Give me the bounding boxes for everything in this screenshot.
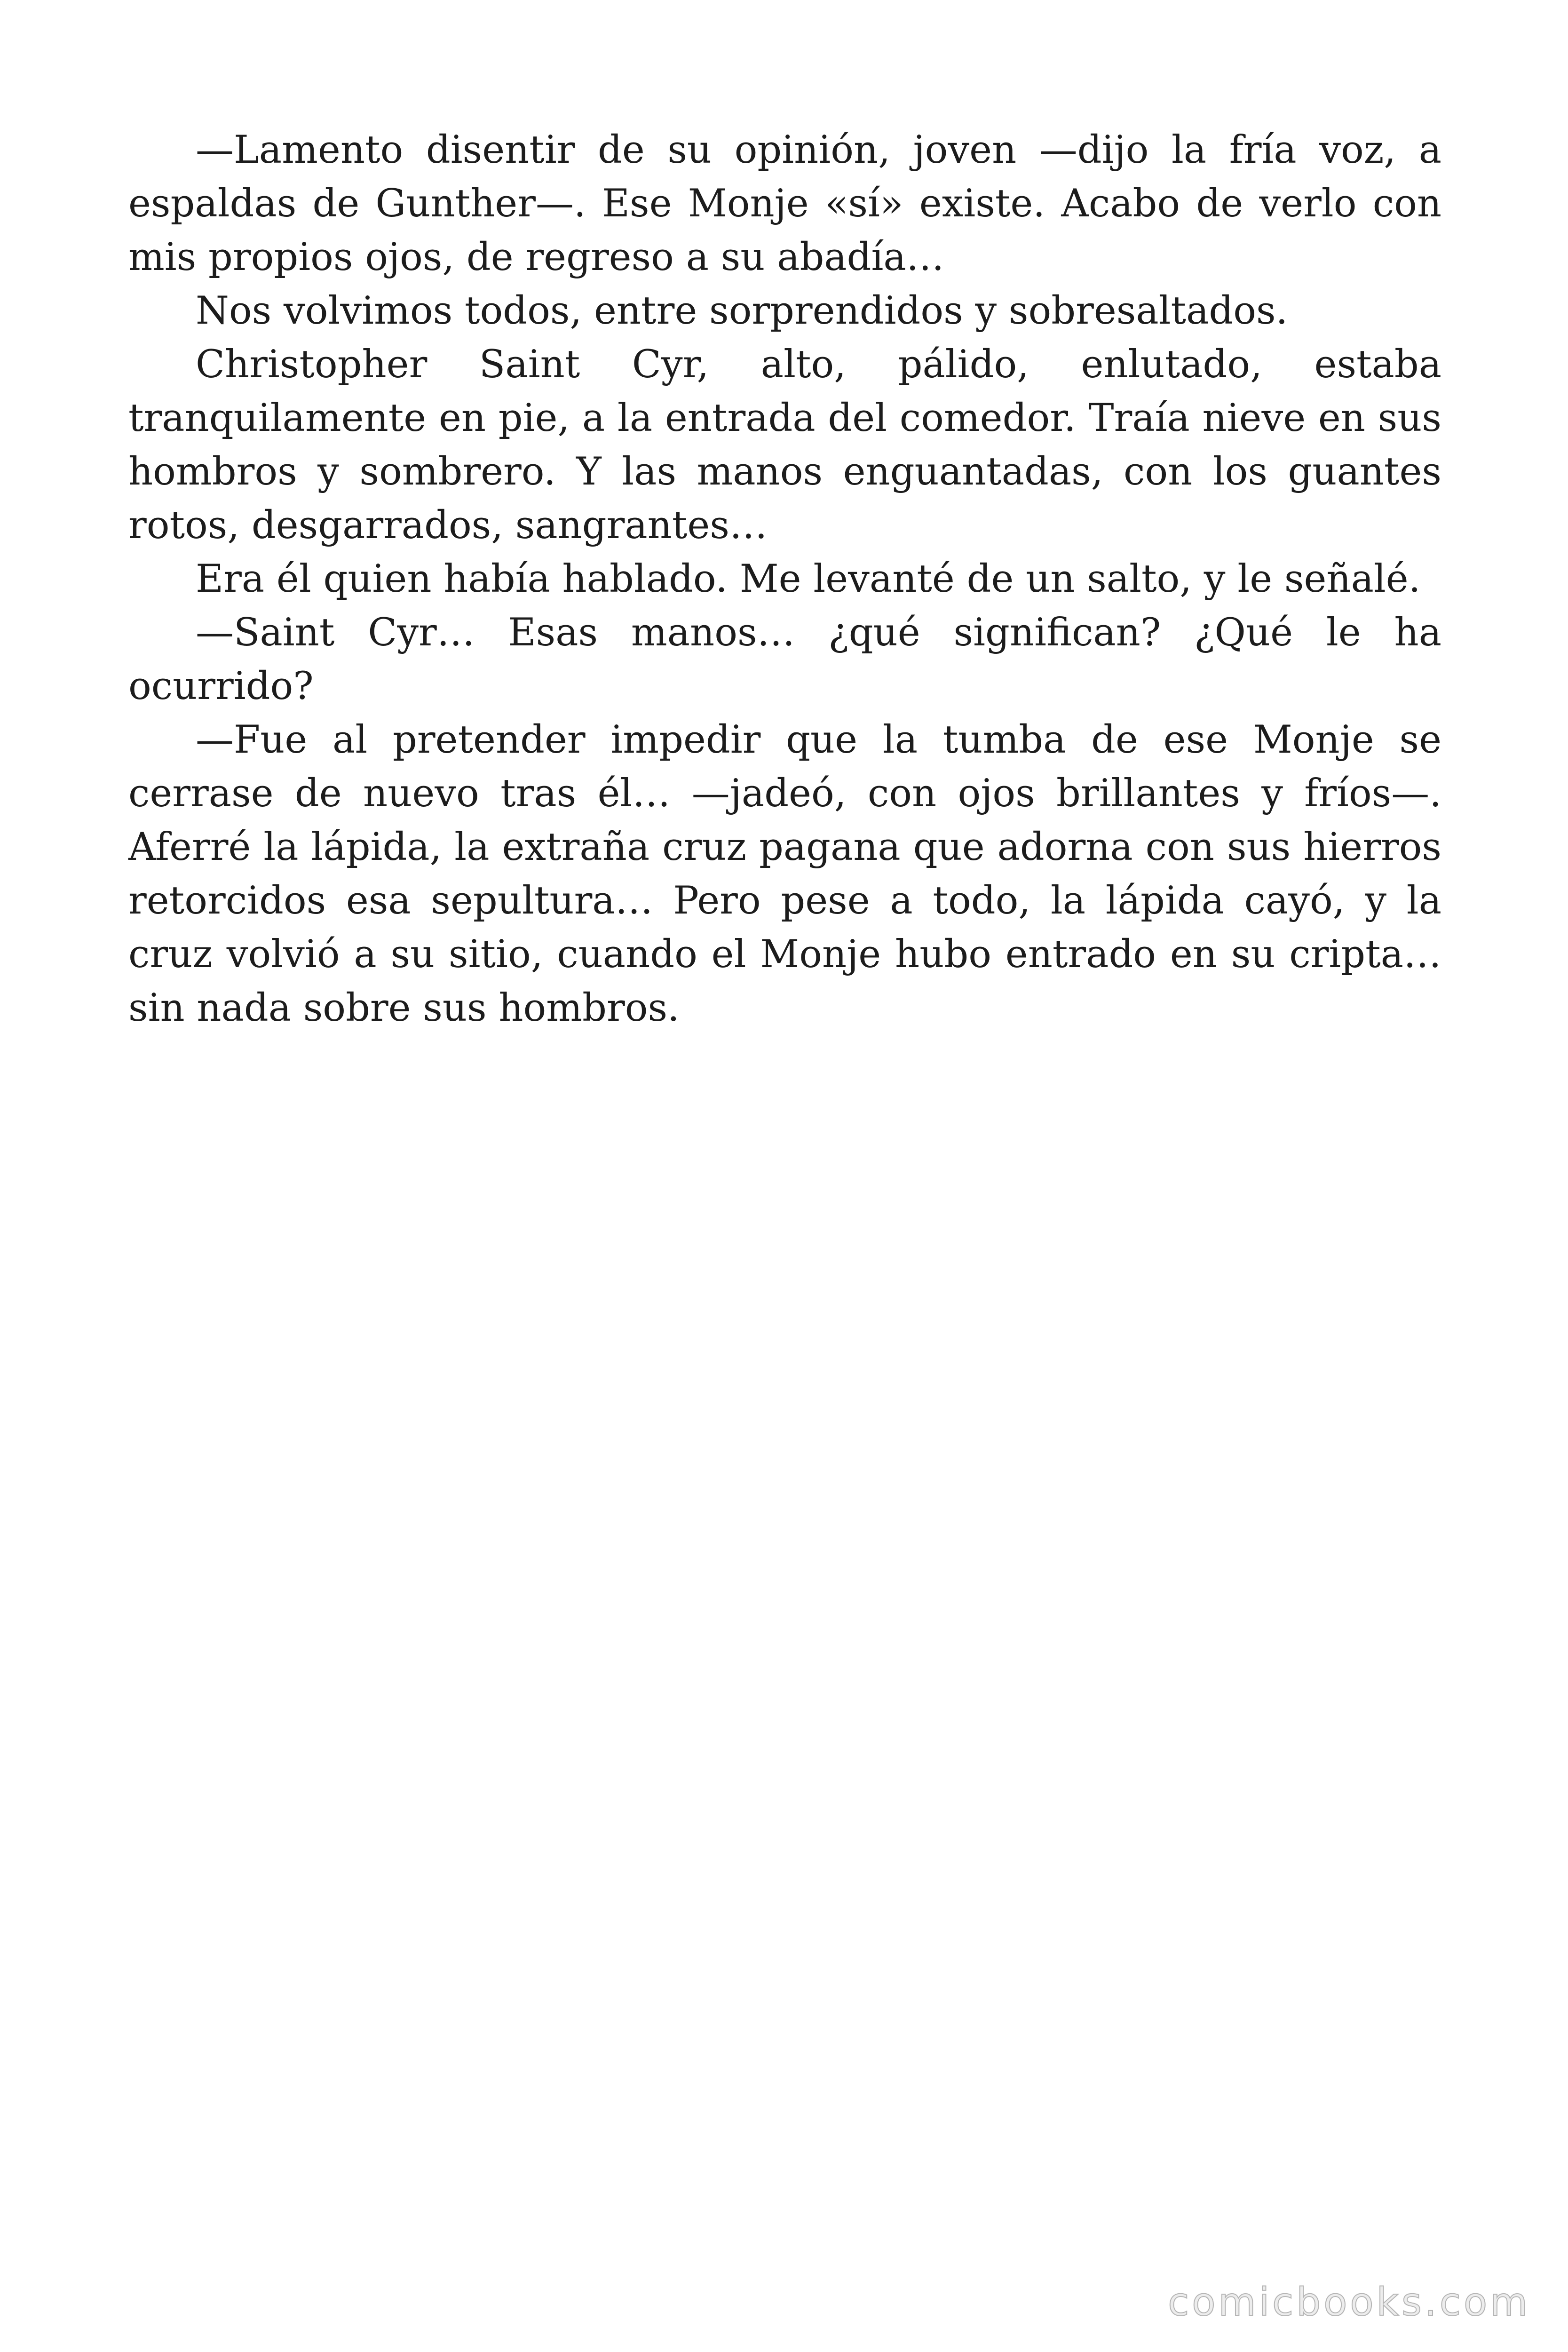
watermark: comicbooks.com <box>1168 2280 1530 2325</box>
paragraph: Era él quien había hablado. Me levanté de un salto, y le señalé. <box>196 557 1421 601</box>
paragraph: Christopher Saint Cyr, alto, pálido, enlutado, estaba tranquilamente en pie, a la entrada del comedor. Traía nieve en sus hombros y sombrero. Y las manos enguantadas, con los guantes rotos, desgarrados, sangrantes… <box>128 342 1441 548</box>
paragraph: —Fue al pretender impedir que la tumba de ese Monje se cerrase de nuevo tras él… —jadeó, con ojos brillantes y fríos—. Aferré la lápida, la extraña cruz pagana que adorna con sus hierros retorcidos esa sepultura… Pero pese a todo, la lápida cayó, y la cruz volvió a su sitio, cuando el Monje hubo entrado en su cripta… sin nada sobre sus hombros. <box>128 718 1441 1030</box>
paragraph: Nos volvimos todos, entre sorprendidos y sobresaltados. <box>196 289 1288 333</box>
paragraph: —Lamento disentir de su opinión, joven —dijo la fría voz, a espaldas de Gunther—. Ese Monje «sí» existe. Acabo de verlo con mis propios ojos, de regreso a su abadía… <box>128 128 1441 279</box>
paragraph: —Saint Cyr… Esas manos… ¿qué significan? ¿Qué le ha ocurrido? <box>128 611 1441 708</box>
body-text <box>128 123 1441 1035</box>
